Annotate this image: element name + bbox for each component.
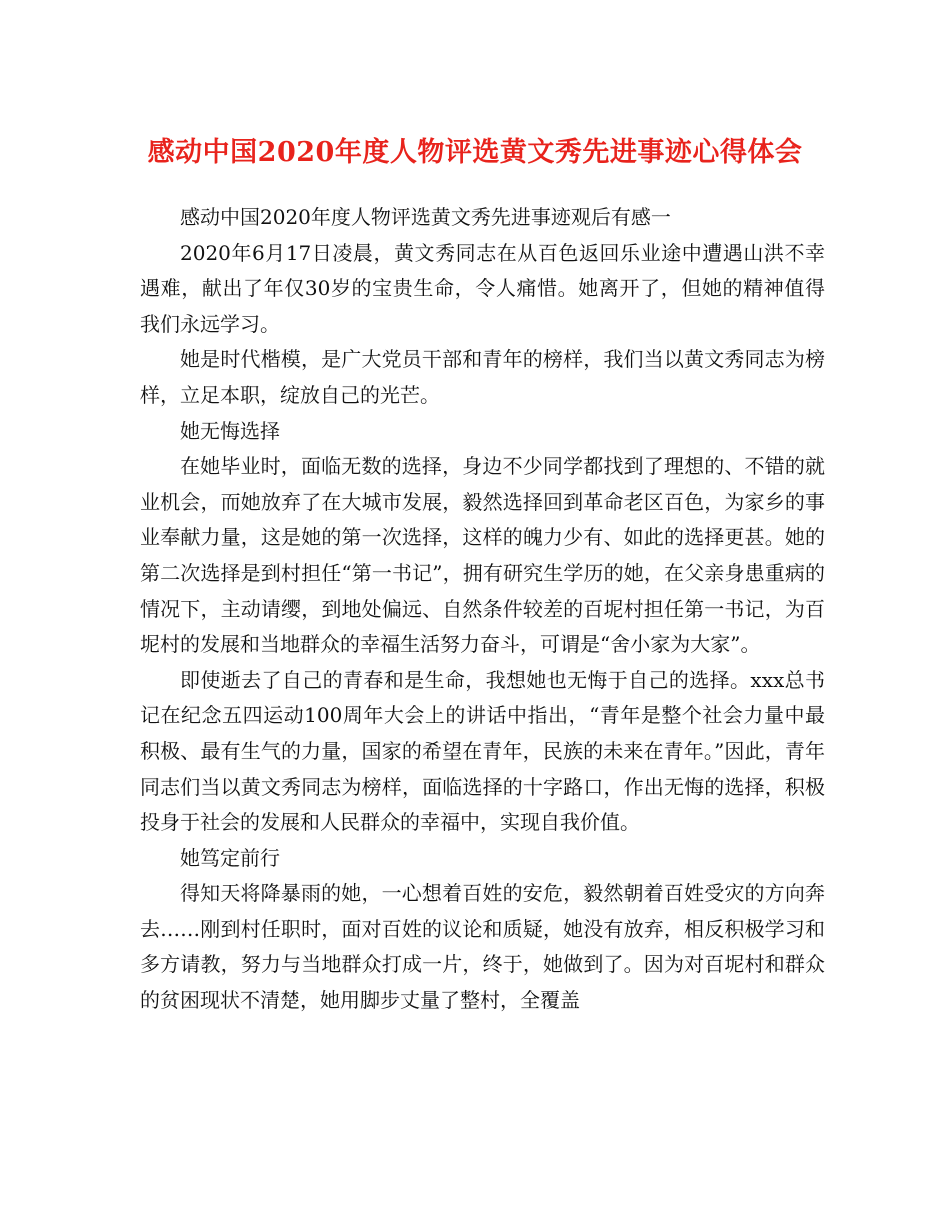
paragraph: 在她毕业时，面临无数的选择，身边不少同学都找到了理想的、不错的就业机会，而她放弃了在大城市发展，毅然选择回到革命老区百色，为家乡的事业奉献力量，这是她的第一次选择，这样的魄力少有、如此的选择更甚。她的第二次选择是到村担任“第一书记”，拥有研究生学历的她，在父亲身患重病的情况下，主动请缨，到地处偏远、自然条件较差的百坭村担任第一书记，为百坭村的发展和当地群众的幸福生活努力奋斗，可谓是“舍小家为大家”。 [140, 454, 825, 657]
paragraph: 2020年6月17日凌晨，黄文秀同志在从百色返回乐业途中遭遇山洪不幸遇难，献出了年仅30岁的宝贵生命，令人痛惜。她离开了，但她的精神值得我们永远学习。 [140, 240, 825, 336]
section-heading: 她无悔选择 [180, 418, 280, 443]
paragraph: 她是时代楷模，是广大党员干部和青年的榜样，我们当以黄文秀同志为榜样，立足本职，绽放自己的光芒。 [140, 347, 825, 407]
paragraph: 得知天将降暴雨的她，一心想着百姓的安危，毅然朝着百姓受灾的方向奔去……刚到村任职时，面对百姓的议论和质疑，她没有放弃，相反积极学习和多方请教，努力与当地群众打成一片，终于，她做到了。因为对百坭村和群众的贫困现状不清楚，她用脚步丈量了整村，全覆盖 [140, 881, 825, 1013]
section-heading: 她笃定前行 [180, 845, 280, 870]
paragraph-subtitle: 感动中国2020年度人物评选黄文秀先进事迹观后有感一 [180, 205, 671, 229]
document-body [140, 200, 825, 1019]
document-title: 感动中国2020年度人物评选黄文秀先进事迹心得体会 [147, 137, 803, 168]
paragraph: 即使逝去了自己的青春和是生命，我想她也无悔于自己的选择。xxx总书记在纪念五四运动100周年大会上的讲话中指出，“青年是整个社会力量中最积极、最有生气的力量，国家的希望在青年，民族的未来在青年。”因此，青年同志们当以黄文秀同志为榜样，面临选择的十字路口，作出无悔的选择，积极投身于社会的发展和人民群众的幸福中，实现自我价值。 [140, 667, 825, 835]
